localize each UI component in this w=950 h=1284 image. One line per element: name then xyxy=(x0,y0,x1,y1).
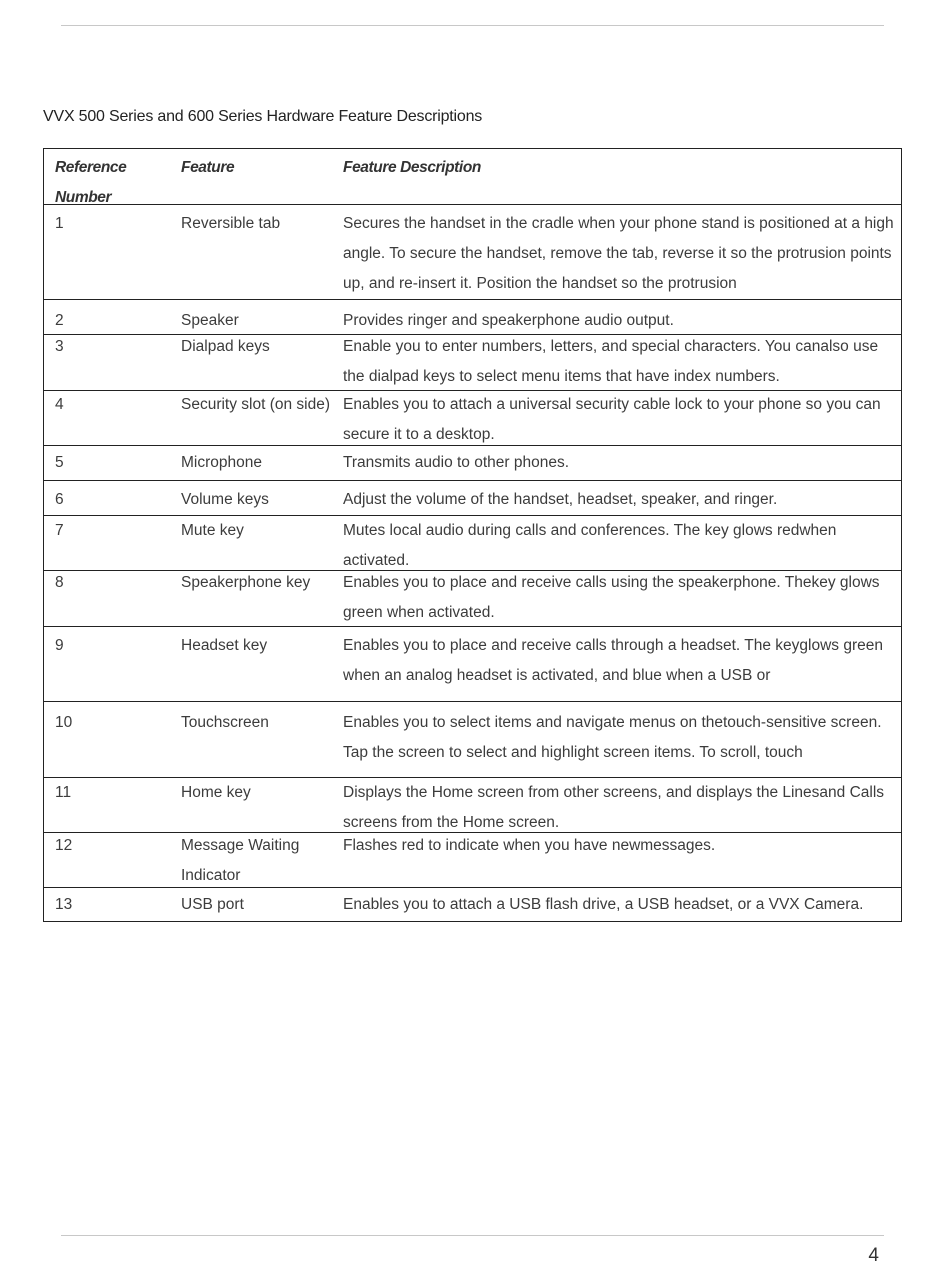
row-feature: Message Waiting Indicator xyxy=(181,837,300,884)
footer-rule xyxy=(61,1235,884,1236)
row-feature: Home key xyxy=(181,784,251,801)
row-ref: 10 xyxy=(55,714,73,731)
page-number: 4 xyxy=(868,1245,879,1266)
table-row xyxy=(44,334,901,390)
row-description: Enables you to attach a USB flash drive, a USB headset, or a VVX Camera. xyxy=(343,896,864,913)
row-ref: 5 xyxy=(55,454,64,471)
table-row xyxy=(44,299,901,334)
row-description: Secures the handset in the cradle when your phone stand is positioned at a high angle. To secure the handset, remove the tab, reverse it so the protrusion points up, and re-insert it. Position the handset so the protrusion xyxy=(343,215,894,292)
table-header-row xyxy=(44,149,901,204)
table-row xyxy=(44,626,901,701)
row-feature: Headset key xyxy=(181,637,268,654)
row-feature: Volume keys xyxy=(181,491,269,508)
table-row xyxy=(44,390,901,445)
row-feature: Speakerphone key xyxy=(181,574,311,591)
row-ref: 3 xyxy=(55,338,64,355)
table-row xyxy=(44,515,901,570)
table-row xyxy=(44,832,901,887)
row-description: Enable you to enter numbers, letters, and special characters. You canalso use the dialpad keys to select menu items that have index numbers. xyxy=(343,338,879,385)
row-feature: Microphone xyxy=(181,454,262,471)
table-row xyxy=(44,204,901,299)
table-row xyxy=(44,570,901,626)
row-description: Provides ringer and speakerphone audio output. xyxy=(343,312,674,329)
row-ref: 2 xyxy=(55,312,64,329)
row-ref: 12 xyxy=(55,837,73,854)
row-ref: 11 xyxy=(55,784,72,801)
table-row xyxy=(44,480,901,515)
row-description: Transmits audio to other phones. xyxy=(343,454,570,471)
table-row xyxy=(44,701,901,777)
row-ref: 6 xyxy=(55,491,64,508)
row-feature: Dialpad keys xyxy=(181,338,270,355)
row-description: Mutes local audio during calls and conferences. The key glows redwhen activated. xyxy=(343,522,837,569)
row-description: Flashes red to indicate when you have newmessages. xyxy=(343,837,716,854)
table-row xyxy=(44,445,901,480)
table-title: VVX 500 Series and 600 Series Hardware Feature Descriptions xyxy=(43,108,483,125)
row-description: Enables you to place and receive calls through a headset. The keyglows green when an analog headset is activated, and blue when a USB or xyxy=(343,637,883,684)
header-feature: Feature xyxy=(181,159,235,176)
row-description: Adjust the volume of the handset, headset, speaker, and ringer. xyxy=(343,491,778,508)
row-feature: USB port xyxy=(181,896,244,913)
header-rule xyxy=(61,25,884,26)
row-feature: Security slot (on side) xyxy=(181,396,331,413)
row-ref: 7 xyxy=(55,522,64,539)
header-reference-number: Reference Number xyxy=(55,159,127,204)
table-row xyxy=(44,777,901,832)
header-feature-description: Feature Description xyxy=(343,159,481,176)
row-ref: 1 xyxy=(55,215,64,232)
row-feature: Touchscreen xyxy=(181,714,269,731)
row-description: Enables you to attach a universal security cable lock to your phone so you can secure it to a desktop. xyxy=(343,396,881,443)
row-ref: 9 xyxy=(55,637,64,654)
row-ref: 13 xyxy=(55,896,73,913)
feature-table xyxy=(43,148,902,922)
row-feature: Speaker xyxy=(181,312,239,329)
row-ref: 4 xyxy=(55,396,64,413)
row-ref: 8 xyxy=(55,574,64,591)
row-description: Displays the Home screen from other screens, and displays the Linesand Calls screens from the Home screen. xyxy=(343,784,885,831)
table-row xyxy=(44,887,901,921)
row-description: Enables you to select items and navigate menus on thetouch-sensitive screen. Tap the screen to select and highlight screen items. To scroll, touch xyxy=(343,714,882,761)
row-feature: Reversible tab xyxy=(181,215,281,232)
row-description: Enables you to place and receive calls using the speakerphone. Thekey glows green when activated. xyxy=(343,574,880,621)
row-feature: Mute key xyxy=(181,522,244,539)
